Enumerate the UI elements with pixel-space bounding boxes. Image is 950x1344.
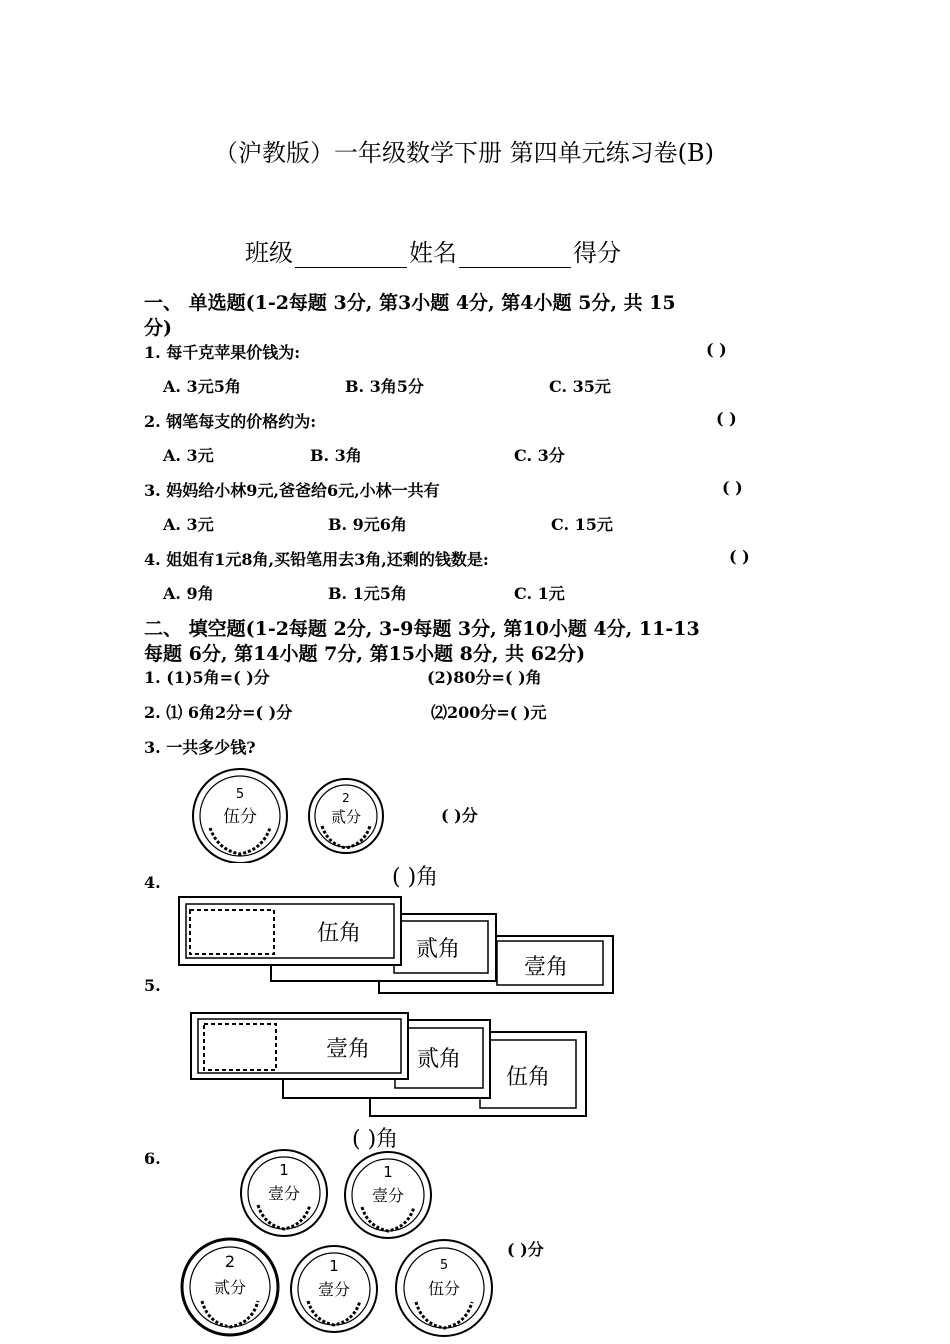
- s1-q3-option-c[interactable]: C. 15元: [551, 515, 613, 534]
- svg-text:贰角: 贰角: [415, 937, 461, 962]
- s2-q5-answer[interactable]: ( )角: [352, 1127, 399, 1152]
- s1-q4-option-b[interactable]: B. 1元5角: [328, 584, 407, 603]
- q5-banknotes-illustration: [188, 1010, 593, 1120]
- svg-text:2: 2: [342, 791, 350, 805]
- coin-5fen-bottom-right: [396, 1240, 492, 1336]
- s2-q1-part1: 1. (1)5角=( )分: [144, 668, 270, 687]
- section1-heading-line2: 分): [144, 317, 172, 339]
- svg-text:壹分: 壹分: [371, 1186, 405, 1205]
- section2-heading-line2: 每题 6分, 第14小题 7分, 第15小题 8分, 共 62分): [144, 643, 586, 665]
- svg-text:5: 5: [439, 1258, 449, 1273]
- s2-q6-answer[interactable]: ( )分: [507, 1240, 544, 1259]
- s1-q1-text: 1. 每千克苹果价钱为:: [144, 343, 301, 362]
- s1-q3-text: 3. 妈妈给小林9元,爸爸给6元,小林一共有: [144, 481, 440, 500]
- coin-2fen: [309, 779, 383, 853]
- note-1jiao-front: [191, 1013, 408, 1079]
- svg-text:1: 1: [279, 1161, 289, 1179]
- class-label: 班级: [245, 239, 293, 267]
- svg-text:壹角: 壹角: [523, 955, 569, 980]
- svg-text:1: 1: [383, 1163, 393, 1181]
- coin-2fen-bottom-left: [182, 1239, 278, 1335]
- s1-q1-option-b[interactable]: B. 3角5分: [345, 377, 424, 396]
- name-blank[interactable]: [459, 245, 571, 268]
- svg-text:伍角: 伍角: [505, 1065, 551, 1090]
- class-blank[interactable]: [295, 245, 407, 268]
- s1-q2-text: 2. 钢笔每支的价格约为:: [144, 412, 317, 431]
- svg-text:伍分: 伍分: [427, 1279, 461, 1298]
- s1-q3-option-b[interactable]: B. 9元6角: [328, 515, 407, 534]
- q6-coins-illustration: [178, 1145, 498, 1340]
- coin-5fen: [193, 769, 287, 863]
- svg-text:壹分: 壹分: [267, 1184, 301, 1203]
- svg-text:1: 1: [329, 1257, 339, 1275]
- s2-q6-number: 6.: [144, 1149, 161, 1168]
- score-label: 得分: [573, 239, 621, 267]
- s1-q2-option-a[interactable]: A. 3元: [163, 446, 214, 465]
- svg-text:伍分: 伍分: [223, 807, 257, 827]
- page-title: （沪教版）一年级数学下册 第四单元练习卷(B): [214, 139, 714, 167]
- s2-q3-text: 3. 一共多少钱?: [144, 738, 256, 757]
- svg-text:贰分: 贰分: [213, 1278, 247, 1297]
- s1-q1-option-c[interactable]: C. 35元: [549, 377, 611, 396]
- s2-q3-answer[interactable]: ( )分: [441, 806, 478, 825]
- s1-q2-option-c[interactable]: C. 3分: [514, 446, 565, 465]
- coin-1fen-bottom-middle: [291, 1246, 377, 1332]
- note-5jiao-front: [179, 897, 401, 965]
- svg-text:贰角: 贰角: [416, 1047, 462, 1072]
- name-label: 姓名: [409, 239, 457, 267]
- q3-coins-illustration: [188, 768, 388, 863]
- svg-text:壹分: 壹分: [317, 1280, 351, 1299]
- s1-q4-option-c[interactable]: C. 1元: [514, 584, 565, 603]
- s1-q3-answer-paren[interactable]: ( ): [722, 478, 743, 497]
- s2-q5-number: 5.: [144, 976, 161, 995]
- section2-heading-line1: 二、 填空题(1-2每题 2分, 3-9每题 3分, 第10小题 4分, 11-13: [144, 618, 700, 640]
- s1-q1-answer-paren[interactable]: ( ): [706, 340, 727, 359]
- s2-q2-part1: 2. ⑴ 6角2分=( )分: [144, 703, 293, 722]
- s2-q4-number: 4.: [144, 873, 161, 892]
- s1-q4-text: 4. 姐姐有1元8角,买铅笔用去3角,还剩的钱数是:: [144, 550, 489, 569]
- student-info-line: [245, 233, 621, 268]
- s1-q1-option-a[interactable]: A. 3元5角: [163, 377, 241, 396]
- s2-q1-part2: (2)80分=( )角: [427, 668, 542, 687]
- coin-1fen-top-right: [345, 1152, 431, 1238]
- coin-1fen-top-left: [241, 1150, 327, 1236]
- svg-text:壹角: 壹角: [325, 1037, 371, 1062]
- s1-q4-answer-paren[interactable]: ( ): [729, 547, 750, 566]
- svg-text:2: 2: [224, 1252, 236, 1271]
- s1-q4-option-a[interactable]: A. 9角: [163, 584, 214, 603]
- section1-heading-line1: 一、 单选题(1-2每题 3分, 第3小题 4分, 第4小题 5分, 共 15: [144, 292, 676, 314]
- s1-q3-option-a[interactable]: A. 3元: [163, 515, 214, 534]
- s2-q4-answer[interactable]: ( )角: [392, 865, 439, 890]
- svg-text:贰分: 贰分: [330, 808, 362, 826]
- s2-q2-part2: ⑵200分=( )元: [431, 703, 547, 722]
- svg-text:伍角: 伍角: [316, 921, 362, 946]
- svg-text:5: 5: [235, 787, 245, 802]
- s1-q2-option-b[interactable]: B. 3角: [310, 446, 362, 465]
- s1-q2-answer-paren[interactable]: ( ): [716, 409, 737, 428]
- q4-banknotes-illustration: [176, 894, 616, 996]
